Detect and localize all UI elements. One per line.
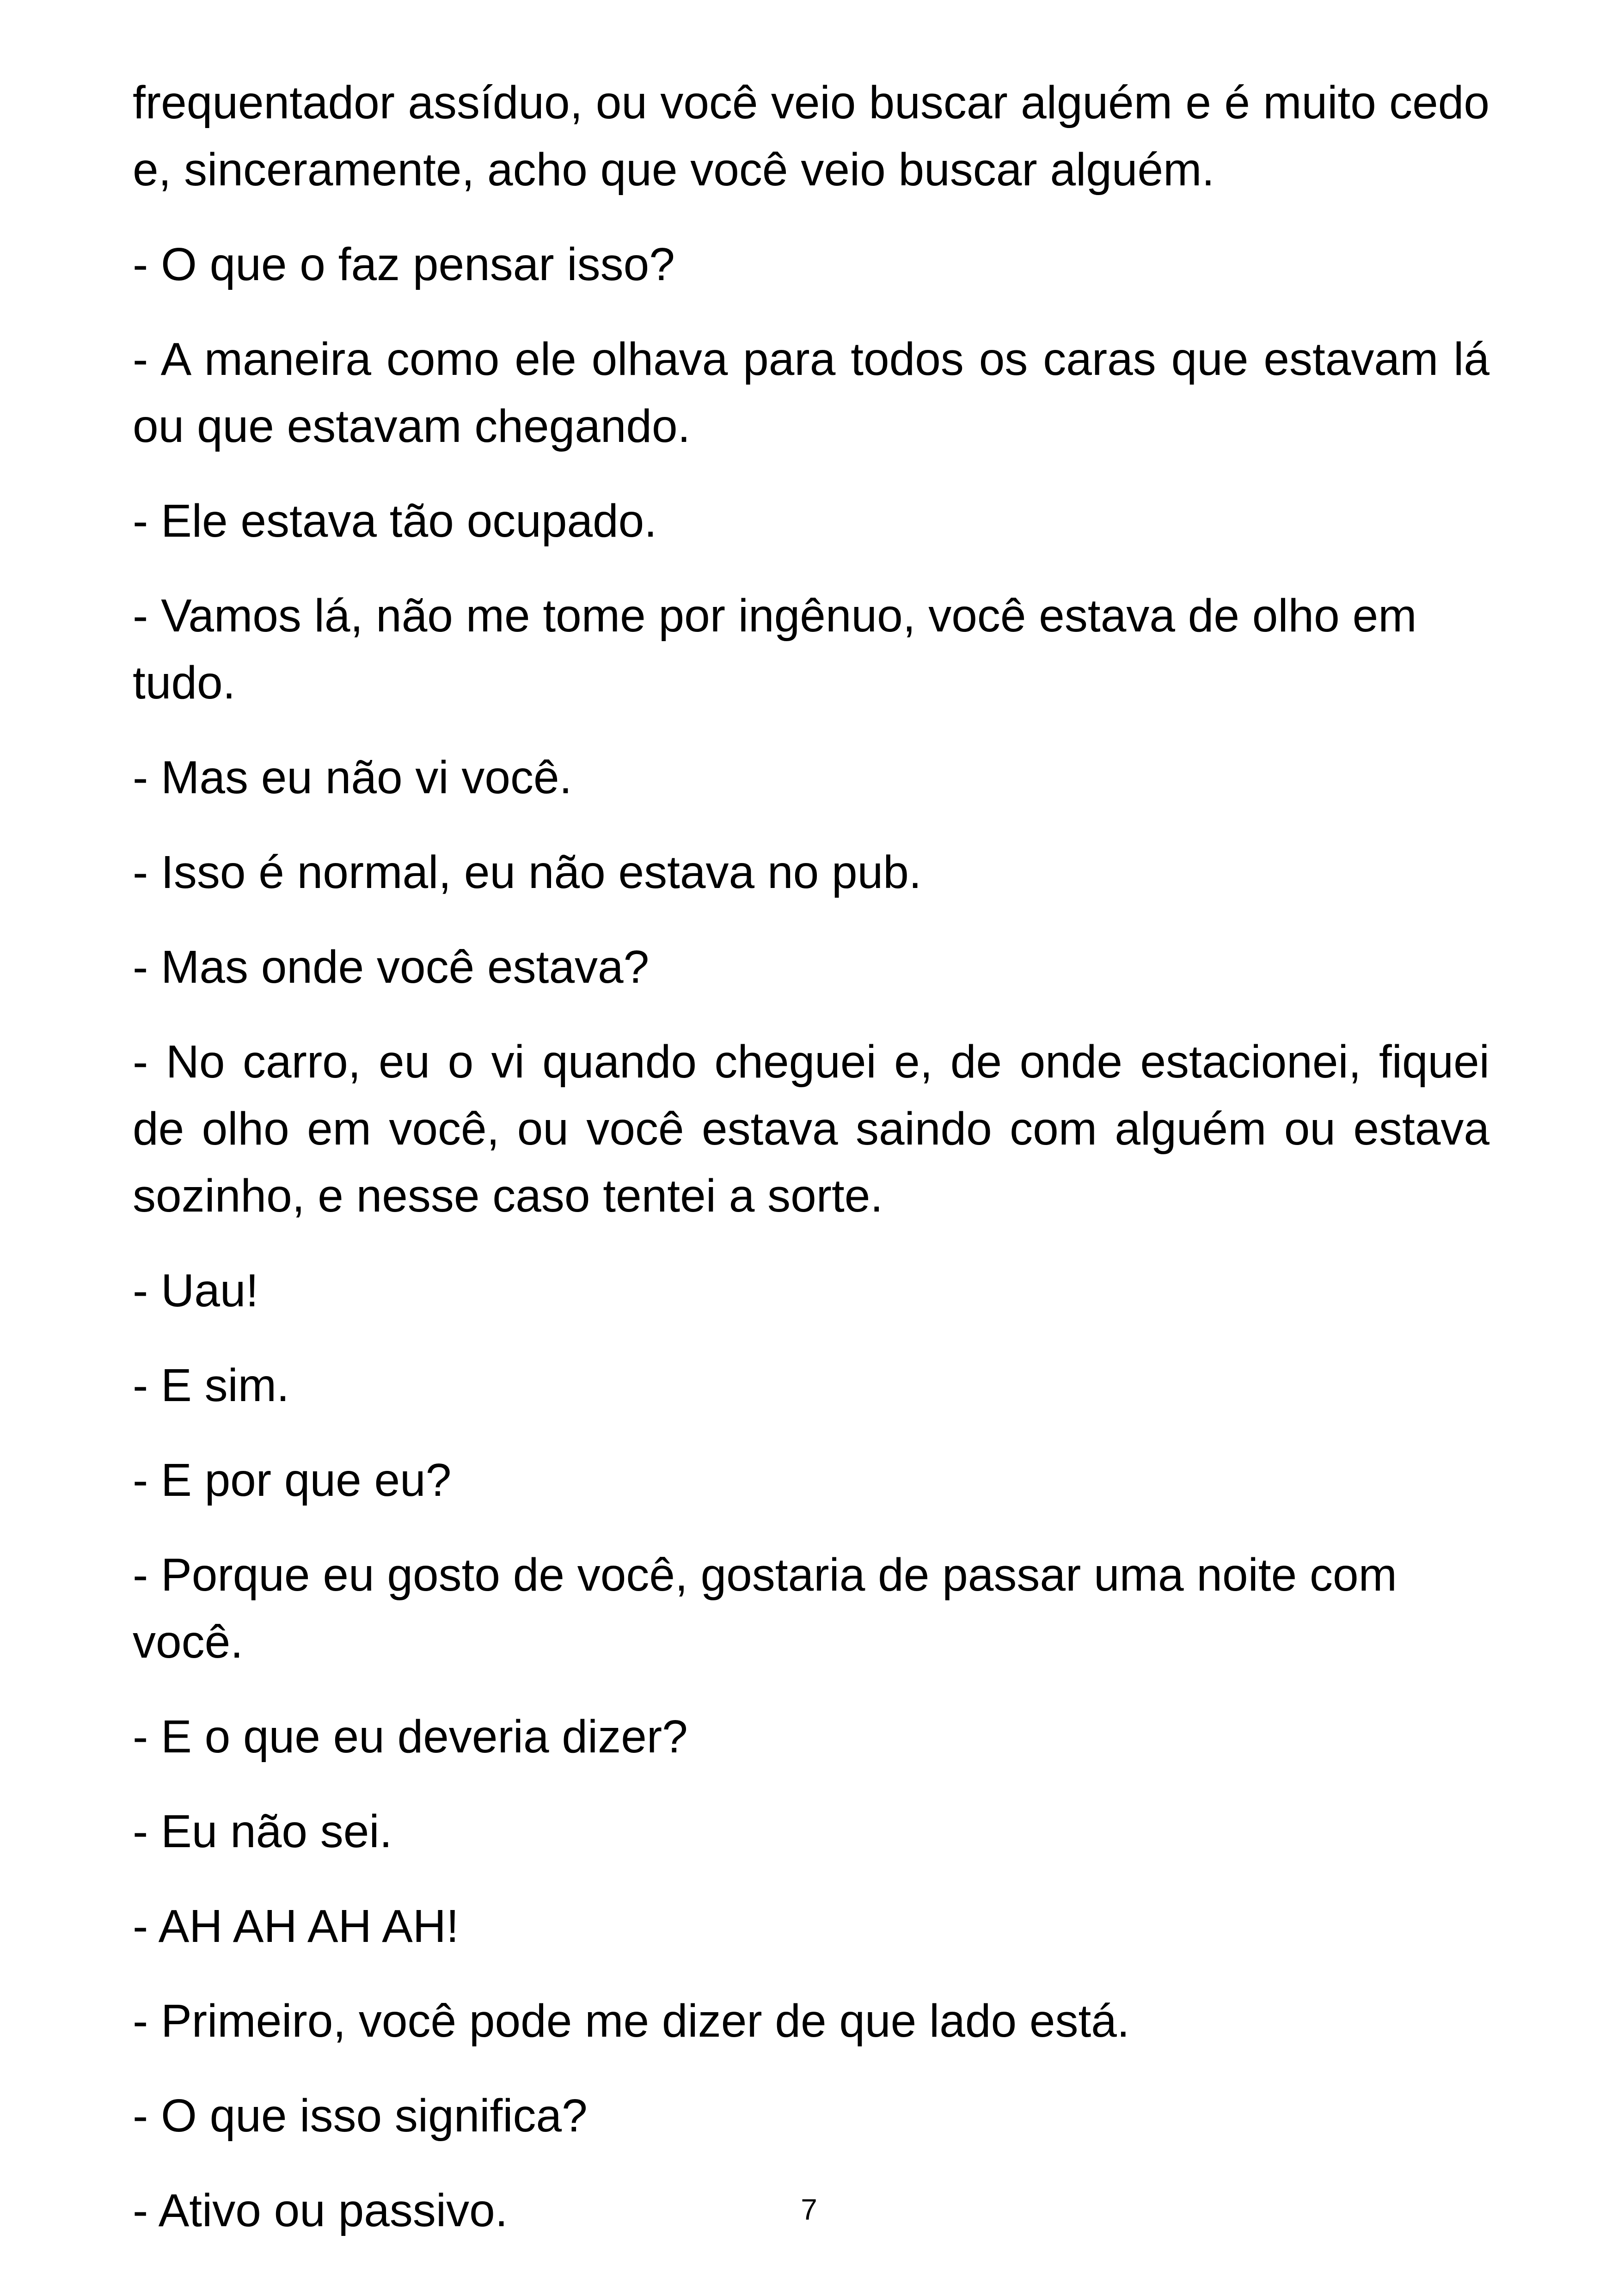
dialogue-line: - O que isso significa?	[133, 2090, 588, 2142]
paragraph: frequentador assíduo, ou você veio buscar alguém e é muito cedo e, sinceramente, acho que você veio buscar alguém.	[133, 77, 1489, 196]
dialogue-line: - E o que eu deveria dizer?	[133, 1711, 688, 1763]
text-column	[133, 69, 1489, 2272]
dialogue-line: - Vamos lá, não me tome por ingênuo, você estava de olho em tudo.	[133, 590, 1417, 709]
dialogue-line: - A maneira como ele olhava para todos os caras que estavam lá ou que estavam chegando.	[133, 333, 1489, 452]
dialogue-line: - O que o faz pensar isso?	[133, 239, 675, 290]
dialogue-line: - Ativo ou passivo.	[133, 2185, 508, 2236]
dialogue-line: - Isso é normal, eu não estava no pub.	[133, 846, 922, 898]
dialogue-line: - Mas onde você estava?	[133, 941, 650, 993]
dialogue-line: - Porque eu gosto de você, gostaria de passar uma noite com você.	[133, 1549, 1397, 1668]
dialogue-line: - AH AH AH AH!	[133, 1900, 459, 1952]
page-number: 7	[801, 2193, 817, 2226]
dialogue-line: - Ele estava tão ocupado.	[133, 495, 657, 547]
dialogue-line: - No carro, eu o vi quando cheguei e, de onde estacionei, fiquei de olho em você, ou você estava saindo com alguém ou estava sozinho, e nesse caso tentei a sorte.	[133, 1036, 1489, 1222]
dialogue-line: - E sim.	[133, 1359, 289, 1411]
dialogue-line: - Primeiro, você pode me dizer de que lado está.	[133, 1995, 1130, 2047]
dialogue-line: - Mas eu não vi você.	[133, 752, 572, 803]
dialogue-line: - E por que eu?	[133, 1454, 452, 1506]
dialogue-line: - Eu não sei.	[133, 1806, 392, 1857]
dialogue-line: - Uau!	[133, 1265, 259, 1316]
